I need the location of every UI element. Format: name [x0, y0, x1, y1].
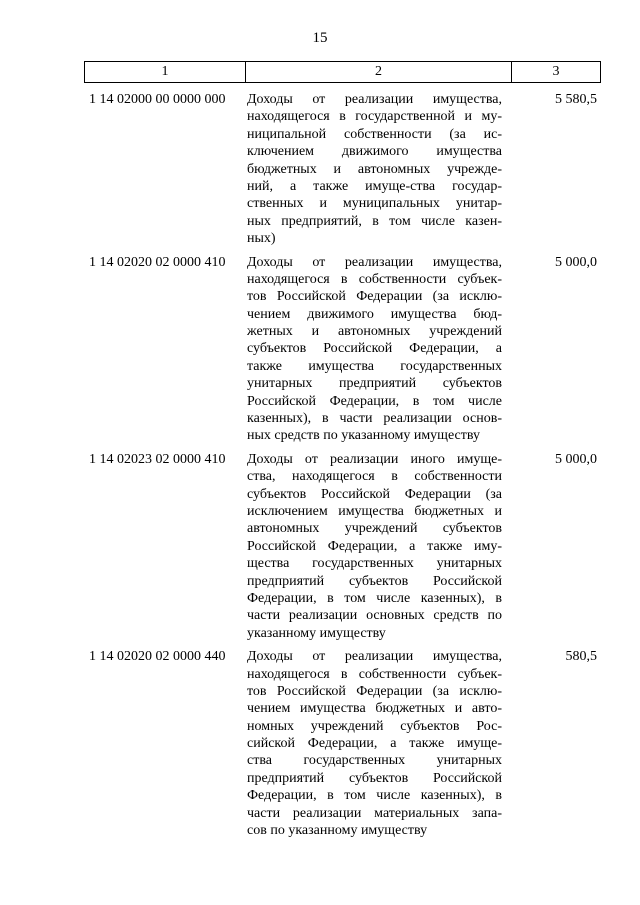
description-line: исключением имущества бюджетных и: [247, 503, 502, 519]
description-line: Российской Федерации, в том числе: [247, 393, 502, 409]
description-line: Российской Федерации, а также иму-: [247, 538, 502, 554]
description-line: унитарных предприятий субъектов: [247, 376, 502, 392]
income-description: [244, 648, 502, 839]
column-header-2: 2: [246, 62, 512, 82]
amount-value: 5 000,0: [555, 451, 597, 467]
description-line: чением имущества бюджетных и авто-: [247, 701, 502, 717]
description-line: Доходы от реализации имущества,: [247, 254, 502, 270]
description-line: щества государственных унитарных: [247, 556, 502, 572]
table-body: [84, 91, 601, 839]
income-description: [244, 254, 502, 445]
page-number: 15: [312, 30, 328, 46]
description-line: также имущества государственных: [247, 358, 502, 374]
description-line: предприятий субъектов Российской: [247, 573, 502, 589]
budget-code: 1 14 02020 02 0000 440: [89, 649, 226, 665]
description-line: сов по указанному имуществу: [247, 823, 428, 839]
table-row: [84, 451, 601, 642]
table-row: [84, 648, 601, 839]
description-line: субъектов Российской Федерации (за: [247, 486, 502, 502]
description-line: Доходы от реализации имущества,: [247, 92, 502, 107]
description-line: Доходы от реализации имущества,: [247, 649, 502, 665]
description-line: казенных), в части реализации основ-: [247, 411, 502, 427]
amount-value: 580,5: [565, 649, 597, 665]
description-line: субъектов Российской Федерации, а: [247, 341, 502, 357]
column-header-1: 1: [85, 62, 246, 82]
description-line: бюджетных и автономных учрежде-: [247, 161, 502, 177]
budget-code: 1 14 02023 02 0000 410: [89, 451, 226, 467]
description-line: тов Российской Федерации (за исклю-: [247, 683, 502, 699]
description-line: сийской Федерации, а также имуще-: [247, 736, 502, 752]
description-line: ства государственных унитарных: [247, 753, 502, 769]
description-line: ных предприятий, в том числе казен-: [247, 213, 502, 229]
description-line: Федерации, в том числе казенных), в: [247, 788, 502, 804]
description-line: указанному имуществу: [247, 625, 386, 641]
description-line: ний, а также имуще-ства государ-: [247, 178, 502, 194]
income-description: [244, 451, 502, 642]
description-line: ных средств по указанному имуществу: [247, 428, 480, 444]
amount-value: 5 000,0: [555, 254, 597, 270]
description-line: находящегося в собственности субъек-: [247, 271, 502, 287]
description-line: ных): [247, 231, 276, 247]
description-line: ключением движимого имущества: [247, 144, 502, 160]
description-line: ниципальной собственности (за ис-: [247, 126, 502, 142]
budget-table: [84, 61, 601, 839]
description-line: чением движимого имущества бюд-: [247, 306, 502, 322]
description-line: Федерации, в том числе казенных), в: [247, 590, 502, 606]
income-description: [244, 91, 502, 248]
description-line: Доходы от реализации иного имуще-: [247, 451, 502, 467]
description-line: предприятий субъектов Российской: [247, 770, 502, 786]
table-row: [84, 91, 601, 248]
description-line: находящегося в государственной и му-: [247, 109, 502, 125]
description-line: номных учреждений субъектов Рос-: [247, 718, 502, 734]
description-line: жетных и автономных учреждений: [247, 324, 502, 340]
description-line: автономных учреждений субъектов: [247, 521, 502, 537]
column-header-3: 3: [552, 64, 560, 79]
description-line: находящегося в собственности субъек-: [247, 666, 502, 682]
description-line: ства, находящегося в собственности: [247, 469, 502, 485]
table-header-row: [84, 61, 601, 83]
description-line: тов Российской Федерации (за исклю-: [247, 289, 502, 305]
budget-code: 1 14 02020 02 0000 410: [89, 254, 226, 270]
table-row: [84, 254, 601, 445]
amount-value: 5 580,5: [555, 92, 597, 107]
description-line: части реализации основных средств по: [247, 608, 502, 624]
description-line: части реализации материальных запа-: [247, 805, 502, 821]
budget-code: 1 14 02000 00 0000 000: [89, 92, 226, 107]
description-line: ственных и муниципальных унитар-: [247, 196, 502, 212]
